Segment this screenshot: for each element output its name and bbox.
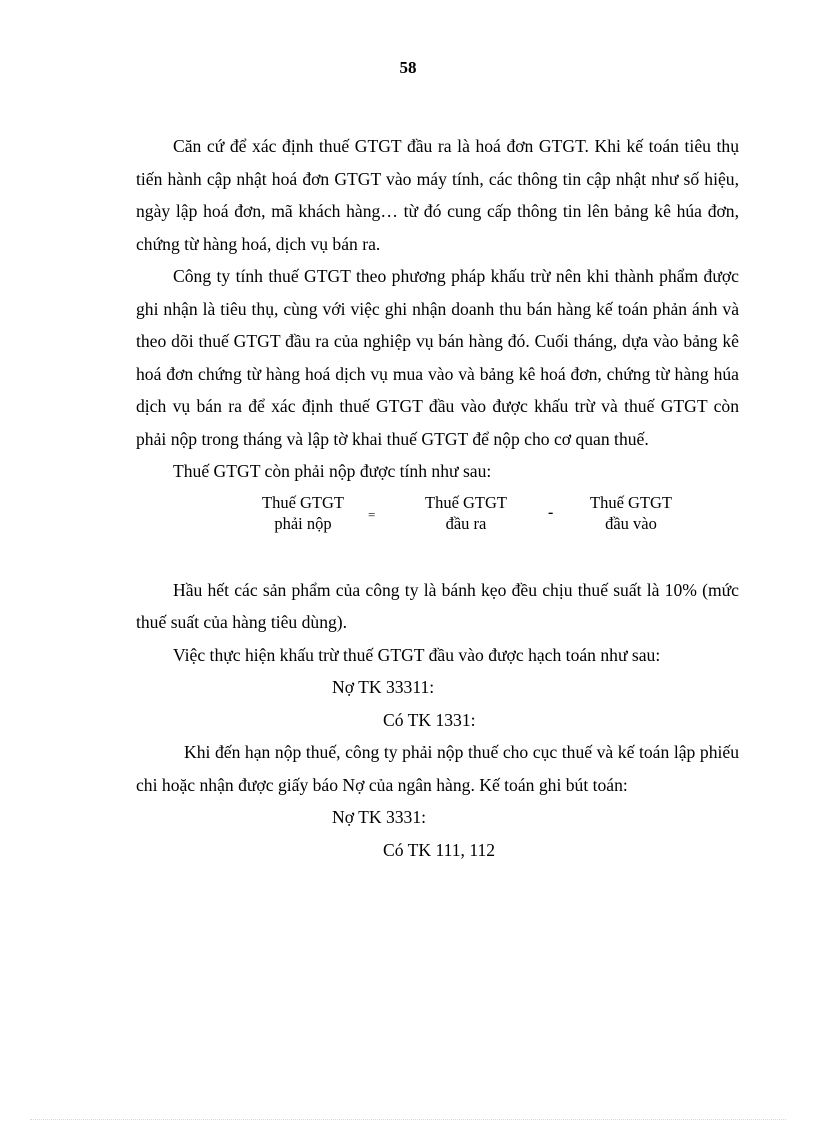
spacer [136,550,739,574]
formula-equals-sign: = [368,506,376,522]
page-bottom-border [30,1119,786,1120]
formula-term-label: Thuế GTGT [589,492,673,512]
journal-entry-credit: Có TK 111, 112 [383,839,496,860]
formula-minus-sign: - [548,503,554,521]
journal-entry-debit: Nợ TK 33311: [332,677,435,697]
formula-term-input [556,492,706,534]
document-body [136,130,739,866]
formula-term-sublabel: phải nộp [274,513,332,533]
formula-term-label: Thuế GTGT [261,492,345,512]
paragraph-output-vat-basis: Căn cứ để xác định thuế GTGT đầu ra là hoá đơn GTGT. Khi kế toán tiêu thụ tiến hành cập nhật hoá đơn GTGT vào máy tính, các thông tin cập nhật như số hiệu, ngày lập hoá đơn, mã khách hàng… từ đó cung cấp thông tin lên bảng kê húa đơn, chứng từ hàng hoá, dịch vụ bán ra. [136,136,739,254]
journal-entry-debit: Nợ TK 3331: [332,807,427,827]
formula-term-label: Thuế GTGT [424,492,508,512]
formula-term-sublabel: đầu ra [445,513,487,533]
paragraph-tax-rate: Hầu hết các sản phẩm của công ty là bánh kẹo đều chịu thuế suất là 10% (mức thuế suất của hàng tiêu dùng). [136,579,739,632]
journal-entry-credit: Có TK 1331: [383,709,476,730]
formula-term-payable [228,492,378,534]
formula-term-output [391,492,541,534]
paragraph-deduction-method: Công ty tính thuế GTGT theo phương pháp khấu trừ nên khi thành phẩm được ghi nhận là tiêu thụ, cùng với việc ghi nhận doanh thu bán hàng kế toán phản ánh và theo dõi thuế GTGT đầu ra của nghiệp vụ bán hàng đó. Cuối tháng, dựa vào bảng kê hoá đơn chứng từ hàng hoá dịch vụ mua vào và bảng kê hoá đơn, chứng từ hàng húa dịch vụ bán ra để xác định thuế GTGT đầu vào được khấu trừ và thuế GTGT còn phải nộp trong tháng và lập tờ khai thuế GTGT để nộp cho cơ quan thuế. [136,266,739,449]
page-number: 58 [399,58,417,77]
formula-term-sublabel: đầu vào [605,513,657,533]
vat-formula [136,492,739,550]
paragraph-tax-payment: Khi đến hạn nộp thuế, công ty phải nộp thuế cho cục thuế và kế toán lập phiếu chi hoặc nhận được giấy báo Nợ của ngân hàng. Kế toán ghi bút toán: [136,742,739,795]
paragraph-deduction-entry-intro: Việc thực hiện khấu trừ thuế GTGT đầu vào được hạch toán như sau: [173,644,661,665]
paragraph-formula-intro: Thuế GTGT còn phải nộp được tính như sau: [173,461,492,481]
